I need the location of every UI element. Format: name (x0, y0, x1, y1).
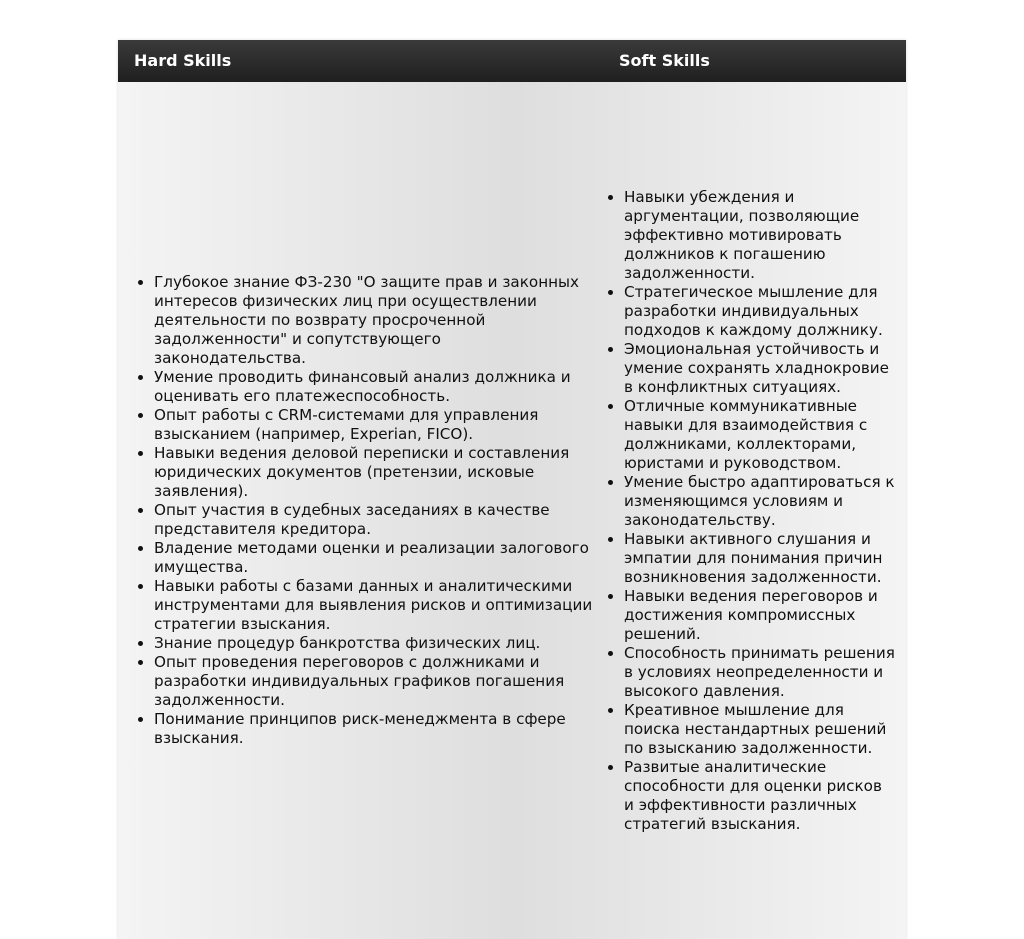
list-item: • Способность принимать решения в условиях неопределенности и высокого давления. (624, 644, 896, 701)
table-header (118, 40, 906, 82)
list-item: • Опыт участия в судебных заседаниях в качестве представителя кредитора. (154, 501, 593, 539)
list-item: • Эмоциональная устойчивость и умение сохранять хладнокровие в конфликтных ситуациях. (624, 340, 896, 397)
list-item: • Навыки ведения деловой переписки и составления юридических документов (претензии, исковые заявления). (154, 444, 593, 501)
soft-skills-cell (603, 82, 906, 939)
soft-skills-header: Soft Skills (619, 51, 710, 70)
list-item: • Навыки активного слушания и эмпатии для понимания причин возникновения задолженности. (624, 530, 896, 587)
skills-table (118, 40, 906, 939)
list-item: • Умение проводить финансовый анализ должника и оценивать его платежеспособность. (154, 368, 593, 406)
list-item: • Развитые аналитические способности для оценки рисков и эффективности различных стратегий взыскания. (624, 758, 896, 834)
hard-skills-cell (118, 82, 603, 939)
list-item: • Опыт проведения переговоров с должниками и разработки индивидуальных графиков погашения задолженности. (154, 653, 593, 710)
list-item: • Навыки работы с базами данных и аналитическими инструментами для выявления рисков и оптимизации стратегии взыскания. (154, 577, 593, 634)
list-item: • Стратегическое мышление для разработки индивидуальных подходов к каждому должнику. (624, 283, 896, 340)
soft-skills-list (603, 188, 896, 834)
list-item: • Умение быстро адаптироваться к изменяющимся условиям и законодательству. (624, 473, 896, 530)
list-item: • Отличные коммуникативные навыки для взаимодействия с должниками, коллекторами, юристами и руководством. (624, 397, 896, 473)
list-item: • Знание процедур банкротства физических лиц. (154, 634, 593, 653)
list-item: • Навыки убеждения и аргументации, позволяющие эффективно мотивировать должников к погашению задолженности. (624, 188, 896, 283)
table-body (118, 82, 906, 939)
hard-skills-list (134, 273, 593, 748)
list-item: • Владение методами оценки и реализации залогового имущества. (154, 539, 593, 577)
list-item: • Глубокое знание ФЗ-230 "О защите прав и законных интересов физических лиц при осуществлении деятельности по возврату просроченной задолженности" и сопутствующего законодательства. (154, 273, 593, 368)
list-item: • Опыт работы с CRM-системами для управления взысканием (например, Experian, FICO). (154, 406, 593, 444)
list-item: • Навыки ведения переговоров и достижения компромиссных решений. (624, 587, 896, 644)
hard-skills-header: Hard Skills (134, 51, 232, 70)
list-item: • Креативное мышление для поиска нестандартных решений по взысканию задолженности. (624, 701, 896, 758)
list-item: • Понимание принципов риск-менеджмента в сфере взыскания. (154, 710, 593, 748)
